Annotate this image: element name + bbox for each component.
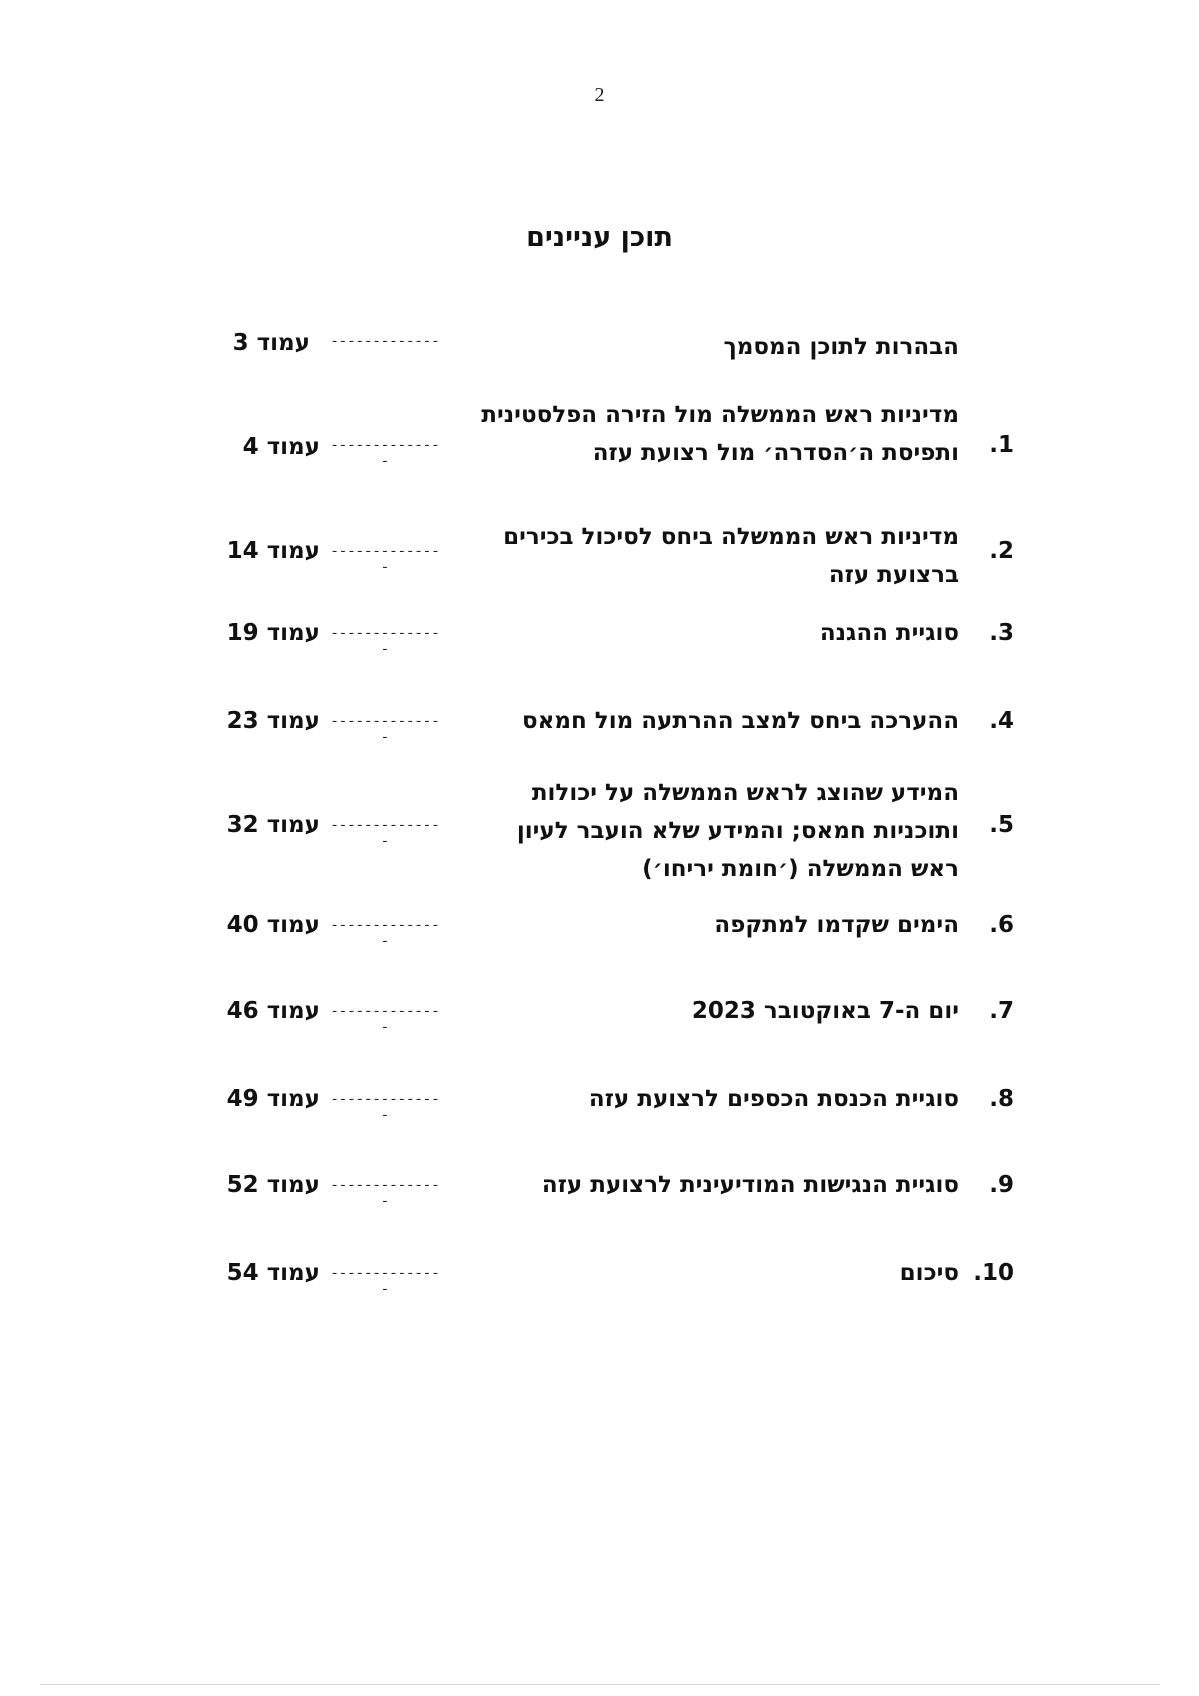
toc-entry-page: עמוד 23: [226, 708, 320, 734]
toc-entry-leader: -------------: [330, 334, 440, 350]
toc-entry-title: ההערכה ביחס למצב ההרתעה מול חמאס: [521, 708, 959, 734]
toc-entry-leader: --------------: [330, 818, 440, 850]
toc-entry-number: 4.: [989, 708, 1014, 734]
toc-entry-leader: --------------: [330, 1092, 440, 1124]
toc-entry-page: עמוד 40: [226, 912, 320, 938]
page-number: 2: [594, 84, 605, 106]
toc-entry-page: עמוד 4: [242, 434, 320, 460]
toc-entry-title: המידע שהוצג לראש הממשלה על יכולות ותוכניות חמאס; והמידע שלא הועבר לעיון ראש הממשלה (׳חומת יריחו׳): [516, 780, 959, 882]
toc-entry-number: 2.: [989, 538, 1014, 564]
toc-entry-number: 6.: [989, 912, 1014, 938]
toc-entry-number: 8.: [989, 1086, 1014, 1112]
toc-entry-title: סוגיית הכנסת הכספים לרצועת עזה: [588, 1086, 959, 1112]
toc-entry-leader: --------------: [330, 438, 440, 470]
toc-entry-title: סוגיית ההגנה: [819, 620, 959, 646]
toc-entry-leader: --------------: [330, 626, 440, 658]
toc-entry-leader: --------------: [330, 1266, 440, 1298]
toc-entry-page: עמוד 19: [226, 620, 320, 646]
toc-entry-title: מדיניות ראש הממשלה מול הזירה הפלסטינית ותפיסת ה׳הסדרה׳ מול רצועת עזה: [481, 402, 959, 466]
toc-entry-page: עמוד 32: [226, 812, 320, 838]
toc-entry-title: הבהרות לתוכן המסמך: [723, 334, 959, 360]
toc-entry-title: יום ה-7 באוקטובר 2023: [691, 998, 959, 1024]
toc-entry-page: עמוד 3: [232, 330, 310, 356]
toc-entry-page: עמוד 49: [226, 1086, 320, 1112]
toc-entry-leader: --------------: [330, 1178, 440, 1210]
toc-entry-number: 3.: [989, 620, 1014, 646]
toc-entry-page: עמוד 46: [226, 998, 320, 1024]
toc-entry-leader: --------------: [330, 714, 440, 746]
toc-entry-leader: --------------: [330, 918, 440, 950]
toc-entry-leader: --------------: [330, 1004, 440, 1036]
toc-entry-number: 1.: [989, 432, 1014, 458]
page-title: תוכן עניינים: [526, 222, 673, 253]
toc-entry-title: סיכום: [899, 1260, 959, 1286]
toc-entry-page: עמוד 52: [226, 1172, 320, 1198]
toc-entry-number: 9.: [989, 1172, 1014, 1198]
toc-entry-page: עמוד 14: [226, 538, 320, 564]
toc-entry-leader: --------------: [330, 544, 440, 576]
toc-entry-title: הימים שקדמו למתקפה: [714, 912, 959, 938]
toc-entry-title: סוגיית הנגישות המודיעינית לרצועת עזה: [541, 1172, 959, 1198]
page-edge-line: [40, 1684, 1160, 1685]
toc-entry-title: מדיניות ראש הממשלה ביחס לסיכול בכירים ברצועת עזה: [503, 524, 959, 588]
toc-entry-page: עמוד 54: [226, 1260, 320, 1286]
toc-entry-number: 10.: [973, 1260, 1014, 1286]
toc-entry-number: 5.: [989, 812, 1014, 838]
toc-entry-number: 7.: [989, 998, 1014, 1024]
